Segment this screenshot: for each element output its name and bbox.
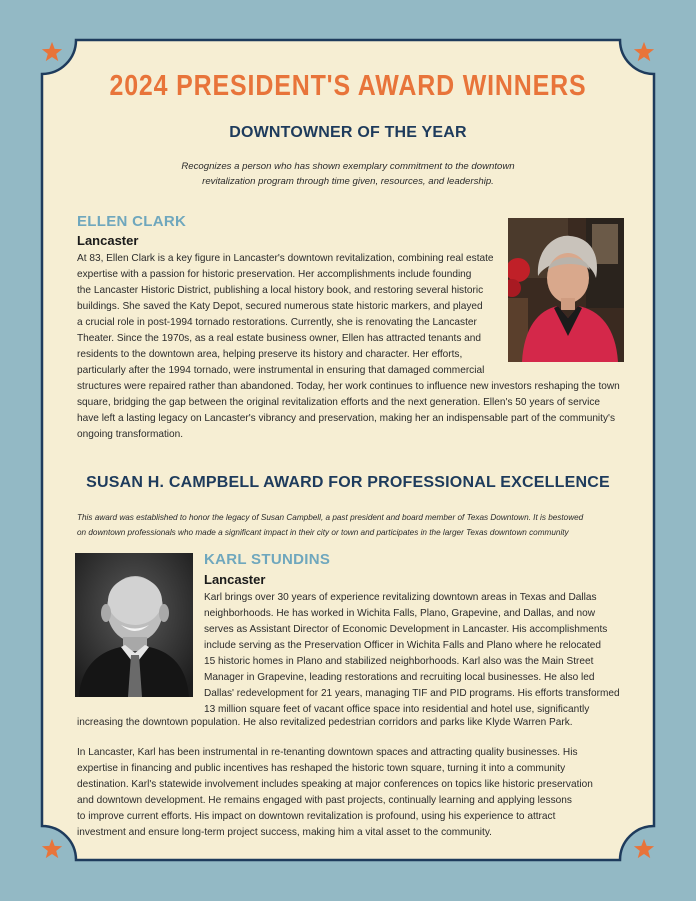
winner2-bio-top	[204, 590, 629, 718]
bio-line: investment and ensure long-term project success, making him a vital asset to the community.	[77, 827, 492, 838]
winner1-bio-top	[77, 251, 507, 379]
bio-line: residents to the downtown area, helping preserve its history and character. Her efforts,	[77, 349, 463, 360]
bio-line: destination. Karl's statewide involvement includes speaking at major conferences on topics like historic preservation	[77, 779, 593, 790]
bio-line: expertise with a passion for historic preservation. Her accomplishments include founding	[77, 269, 472, 280]
bio-line: increasing the downtown population. He also revitalized pedestrian corridors and parks like Klyde Warren Park.	[77, 717, 573, 728]
bio-line: serves as Assistant Director of Economic Development in Lancaster. His accomplishments	[204, 624, 608, 635]
bio-line: a crucial role in post-1994 tornado restorations. Currently, she is renovating the Lancaster	[77, 317, 477, 328]
description-line: Recognizes a person who has shown exemplary commitment to the downtown	[181, 161, 515, 172]
bio-line: At 83, Ellen Clark is a key figure in Lancaster's downtown revitalization, combining real estate	[77, 253, 494, 264]
bio-line: Dallas' redevelopment for 21 years, managing TIF and PID programs. His efforts transformed	[204, 688, 620, 699]
winner2-bio-second-paragraph	[77, 745, 627, 841]
bio-line: neighborhoods. He has worked in Wichita Falls, Plano, Grapevine, and Dallas, and now	[204, 608, 596, 619]
bio-line: expertise in financing and public incentives has reshaped the historic town square, turning it into a community	[77, 763, 566, 774]
award2-description	[77, 510, 627, 540]
winner2-city: Lancaster	[204, 572, 266, 587]
bio-line: particularly after the 1994 tornado, were instrumental in ensuring that damaged commercial	[77, 365, 485, 376]
bio-line: and downtown development. He remains engaged with past projects, continually learning and applying lessons	[77, 795, 572, 806]
bio-line: structures were repaired rather than abandoned. Today, her work continues to influence new investors reshaping the town	[77, 381, 620, 392]
bio-line: Manager in Grapevine, leading restorations and recruiting local businesses. He also led	[204, 672, 595, 683]
award2-heading: SUSAN H. CAMPBELL AWARD FOR PROFESSIONAL EXCELLENCE	[86, 474, 610, 491]
bio-line: the Lancaster Historic District, publishing a local history book, and restoring several historic	[77, 285, 484, 296]
bio-line: 13 million square feet of vacant office space into residential and hotel use, significantly	[204, 704, 590, 715]
winner1-name: ELLEN CLARK	[77, 213, 187, 230]
bio-line: Karl brings over 30 years of experience revitalizing downtown areas in Texas and Dallas	[204, 592, 597, 603]
page-title: 2024 PRESIDENT'S AWARD WINNERS	[109, 70, 587, 102]
bio-line: include serving as the Preservation Officer in Wichita Falls and Plano where he relocated	[204, 640, 602, 651]
description-line: revitalization program through time given, resources, and leadership.	[202, 176, 494, 187]
award1-description	[120, 159, 576, 189]
winner2-bio-end	[77, 715, 627, 731]
bio-line: square, bridging the gap between the original revitalization efforts and the next generation. Ellen's 50 years of service	[77, 397, 601, 408]
bio-line: ongoing transformation.	[77, 429, 184, 440]
bio-line: Theater. Since the 1970s, as a real estate business owner, Ellen has attracted tenants and	[77, 333, 482, 344]
description-line: on downtown professionals who made a significant impact in their city or town and participates in the larger Texas downtown community	[77, 528, 569, 537]
winner1-city: Lancaster	[77, 233, 139, 248]
bio-line: In Lancaster, Karl has been instrumental in re-tenanting downtown spaces and attracting quality businesses. His	[77, 747, 578, 758]
bio-line: to improve current efforts. His impact on downtown revitalization is profound, using his experience to attract	[77, 811, 556, 822]
bio-line: buildings. She saved the Katy Depot, secured numerous state historic markers, and played	[77, 301, 483, 312]
winner1-photo	[508, 218, 624, 362]
bio-line: have left a lasting legacy on Lancaster's vibrancy and preservation, making her an indispensable part of the community's	[77, 413, 615, 424]
winner2-name: KARL STUNDINS	[204, 551, 331, 568]
winner1-bio-bottom	[77, 379, 625, 443]
award1-heading: DOWNTOWNER OF THE YEAR	[229, 124, 467, 141]
winner2-photo	[75, 553, 193, 697]
bio-line: 15 historic homes in Plano and stabilized neighborhoods. Karl also was the Main Street	[204, 656, 594, 667]
description-line: This award was established to honor the legacy of Susan Campbell, a past president and board member of Texas Downtown. It is bestowed	[77, 513, 584, 522]
